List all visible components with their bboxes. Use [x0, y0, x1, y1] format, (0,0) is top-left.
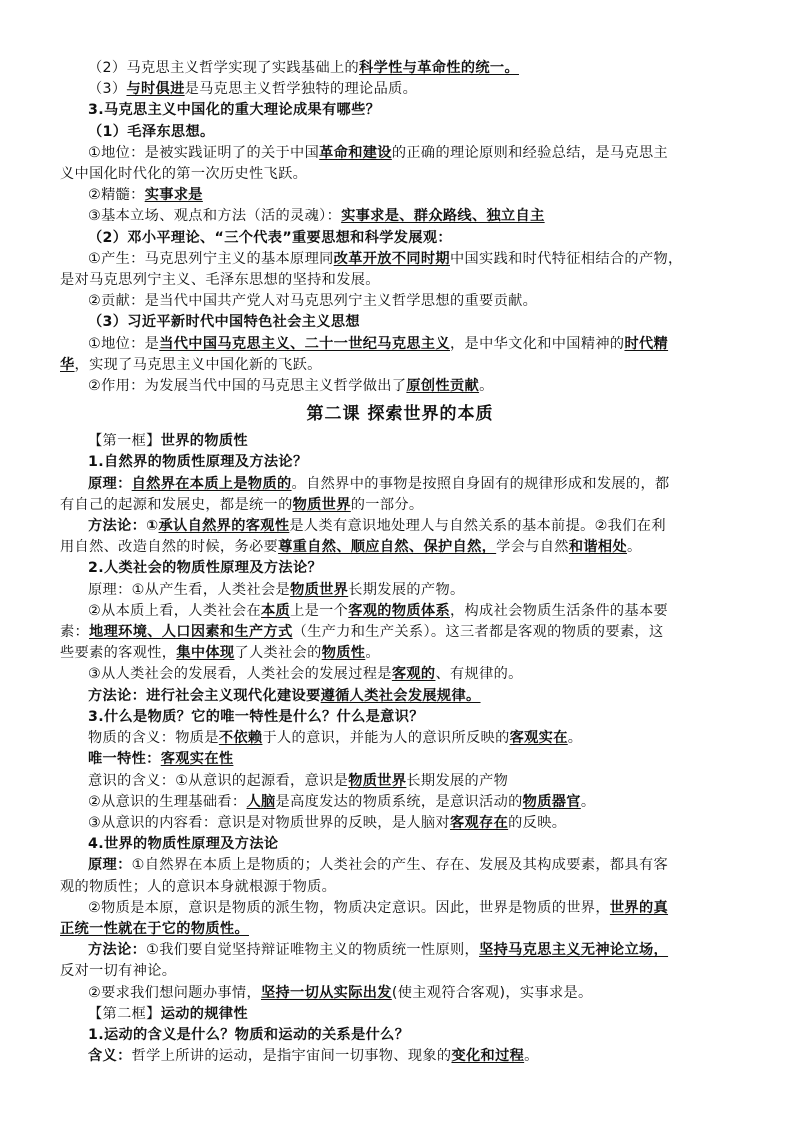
text-line: [60, 664, 740, 685]
key-term: 正统一性就在于它的物质性。: [60, 920, 249, 937]
text: ②作用：为发展当代中国的马克思主义哲学做出了: [88, 378, 407, 395]
key-term: 革命和建设: [319, 144, 392, 161]
text: 素：: [60, 624, 90, 641]
key-term: 物质性: [321, 645, 366, 662]
text: ②物质是本原，意识是物质的派生物，物质决定意识。因此，世界是物质的世界，: [88, 899, 610, 916]
text-line: [60, 792, 740, 813]
key-term: 不依赖: [218, 730, 263, 747]
key-term: 物质世界: [292, 496, 351, 513]
key-term: 客观实在性: [160, 751, 234, 768]
key-term: 自然界在本质上是物质的: [131, 475, 292, 492]
text: ②从意识的生理基础看：: [88, 793, 247, 810]
text: 意识的含义：①从意识的起源看，意识是: [88, 772, 349, 789]
text-line: 是对马克思列宁主义、毛泽东思想的坚持和发展。: [60, 272, 380, 289]
lesson-title: 第二课 探索世界的本质: [306, 404, 494, 425]
text-line: [60, 601, 740, 622]
text: ③从意识的内容看：意识是对物质世界的反映，是人脑对: [88, 814, 450, 831]
text: 些要素的客观性，: [60, 645, 177, 662]
key-term: 遵循人类社会发展规律。: [320, 687, 481, 704]
text-line: [60, 580, 740, 601]
text: ②精髓：: [88, 187, 145, 204]
text: ②要求我们想问题办事情，: [88, 984, 261, 1001]
key-term: 实事求是、群众路线、独立自主: [341, 208, 545, 225]
text-line: [60, 143, 740, 164]
section-heading: [60, 431, 740, 452]
key-term: 当代中国马克思主义、二十一世纪马克思主义: [159, 335, 450, 352]
text: 是高度发达的物质系统，是意识活动的: [275, 793, 523, 810]
text: （2）马克思主义哲学实现了实践基础上的: [88, 60, 360, 76]
key-term: 人脑: [246, 793, 276, 810]
text-line: [60, 537, 740, 558]
text: 、有规律的。: [435, 666, 523, 683]
text-line: [60, 79, 740, 100]
text: 上是一个: [290, 602, 349, 619]
question-heading: 4.世界的物质性原理及方法论: [88, 836, 279, 853]
text: 中国实践和时代特征相结合的产物，: [449, 250, 683, 267]
text-line: [60, 728, 740, 749]
text-line: [60, 919, 740, 940]
text-line: [60, 771, 740, 792]
text-line: 反对一切有神论。: [60, 963, 177, 980]
text: 的正确的理论原则和经验总结，是马克思主: [391, 144, 669, 161]
key-term: 物质器官: [522, 793, 581, 810]
text-line: [60, 58, 740, 79]
text: 有自己的起源和发展史，都是统一的: [60, 496, 293, 513]
text: ③基本立场、观点和方法（活的灵魂）：: [88, 208, 342, 225]
key-term: 原创性贡献: [406, 378, 480, 395]
key-term: 时代精: [624, 335, 669, 352]
sub-heading: （3）习近平新时代中国特色社会主义思想: [88, 314, 360, 331]
text: 是马克思主义哲学独特的理论品质。: [184, 81, 418, 98]
label: 含义：: [88, 1048, 132, 1065]
text: ，构成社会物质生活条件的基本要: [449, 602, 669, 619]
text: 物质的含义：物质是: [88, 730, 219, 747]
text: 学会与自然: [496, 539, 569, 556]
text: (使主观符合客观)，实事求是。: [391, 984, 593, 1001]
text-line: [60, 185, 740, 206]
sub-heading: （1）毛泽东思想。: [88, 123, 215, 140]
section-heading: [60, 1004, 740, 1025]
text: ①我们要自觉坚持辩证唯物主义的物质统一性原则，: [146, 942, 480, 959]
text-line: [60, 940, 740, 961]
text-line: [60, 749, 740, 770]
text: （生产力和生产关系）。这三者都是客观的物质的要素，这: [292, 624, 664, 641]
text-line: [60, 376, 740, 397]
question-heading: 3.什么是物质？它的唯一特性是什么？什么是意识？: [88, 708, 424, 725]
text: 【第二框】: [88, 1005, 161, 1022]
sub-heading: （2）邓小平理论、“三个代表”重要思想和科学发展观：: [88, 229, 452, 246]
key-term: 科学性与革命性的统一。: [359, 60, 519, 76]
text-line: [60, 495, 740, 516]
text-line: [60, 355, 740, 376]
key-term: 地理环境、人口因素和生产方式: [89, 624, 293, 641]
text: 。: [524, 1048, 539, 1065]
section-title: 运动的规律性: [160, 1005, 248, 1022]
key-term: 物质世界: [290, 581, 349, 598]
label: 原理：: [88, 475, 132, 492]
label: 方法论：: [88, 942, 147, 959]
key-term: 与时俱进: [126, 81, 185, 98]
key-term: 改革开放不同时期: [333, 250, 450, 267]
text-line: [60, 249, 740, 270]
text: 长期发展的产物。: [348, 581, 465, 598]
text: ①自然界在本质上是物质的；人类社会的产生、存在、发展及其构成要素，都具有客: [131, 857, 669, 874]
text: ，实现了马克思主义中国化新的飞跃。: [74, 356, 322, 373]
label: 原理：: [88, 857, 132, 874]
key-term: 集中体现: [176, 645, 235, 662]
text: 。: [580, 793, 596, 810]
question-heading: 1.运动的含义是什么？物质和运动的关系是什么？: [88, 1026, 410, 1043]
text-line: 观的物质性；人的意识本身就根源于物质。: [60, 878, 337, 895]
text: （3）: [88, 81, 127, 98]
key-term: 客观的: [391, 666, 436, 683]
text-line: [60, 206, 740, 227]
text: 了人类社会的: [234, 645, 322, 662]
text: ②从本质上看，人类社会在: [88, 602, 261, 619]
text-line: [60, 898, 740, 919]
label: 方法论：①: [88, 518, 159, 535]
text-line: [60, 686, 740, 707]
text-line: ②贡献：是当代中国共产党人对马克思列宁主义哲学思想的重要贡献。: [88, 293, 538, 310]
text: 【第一框】: [88, 433, 161, 450]
question-heading: 2.人类社会的物质性原理及方法论？: [88, 560, 323, 577]
text: ①地位：是被实践证明了的关于中国: [88, 144, 320, 161]
question-heading: 3.马克思主义中国化的重大理论成果有哪些？: [88, 102, 381, 119]
key-term: 世界的真: [609, 899, 669, 916]
text: 于人的意识，并能为人的意识所反映的: [262, 730, 510, 747]
text: ，是中华文化和中国精神的: [450, 335, 625, 352]
label: 唯一特性：: [88, 751, 161, 768]
text-line: [60, 983, 740, 1004]
key-term: 本质: [260, 602, 291, 619]
text: 的一部分。: [350, 496, 424, 513]
section-title: 世界的物质性: [160, 433, 248, 450]
text: 哲学上所讲的运动，是指宇宙间一切事物、现象的: [131, 1048, 452, 1065]
key-term: 承认自然界的客观性: [158, 518, 290, 535]
text: 。: [567, 730, 583, 747]
key-term: 物质世界: [348, 772, 407, 789]
text-line: [60, 474, 740, 495]
key-term: 尊重自然、顺应自然、保护自然，: [278, 539, 497, 556]
text: ①地位：是: [88, 335, 160, 352]
text-line: 义中国化时代化的第一次历史性飞跃。: [60, 166, 308, 183]
key-term: 客观存在: [449, 814, 509, 831]
key-term: 坚持一切从实际出发: [260, 984, 392, 1001]
key-term: 坚持马克思主义无神论立场，: [479, 942, 669, 959]
key-term: 客观实在: [509, 730, 568, 747]
text-line: [60, 855, 740, 876]
key-term: 和谐相处: [568, 539, 628, 556]
text: ③从人类社会的发展看，人类社会的发展过程是: [88, 666, 392, 683]
document-page: [60, 58, 740, 1067]
question-heading: 1.自然界的物质性原理及方法论？: [88, 454, 308, 471]
text: 。: [627, 539, 642, 556]
text: 是人类有意识地处理人与自然关系的基本前提。②我们在利: [289, 518, 666, 535]
text-line: [60, 516, 740, 537]
text-line: [60, 334, 740, 355]
label: 方法论：进行社会主义现代化建设要: [88, 687, 321, 704]
text: ①产生：马克思列宁主义的基本原理同: [88, 250, 334, 267]
text-line: [60, 643, 740, 664]
text-line: [60, 1046, 740, 1067]
text: 长期发展的产物: [406, 772, 509, 789]
text: 。自然界中的事物是按照自身固有的规律形成和发展的，都: [291, 475, 670, 492]
text: 。: [365, 645, 380, 662]
key-term: 实事求是: [144, 187, 203, 204]
text-line: [60, 813, 740, 834]
key-term: 变化和过程: [451, 1048, 525, 1065]
key-term: 华: [60, 356, 75, 373]
text: 原理：①从产生看，人类社会是: [88, 581, 291, 598]
key-term: 客观的物质体系: [348, 602, 450, 619]
text: 用自然、改造自然的时候，务必要: [60, 539, 279, 556]
text: 的反映。: [508, 814, 567, 831]
text: 。: [479, 378, 494, 395]
text-line: [60, 622, 740, 643]
